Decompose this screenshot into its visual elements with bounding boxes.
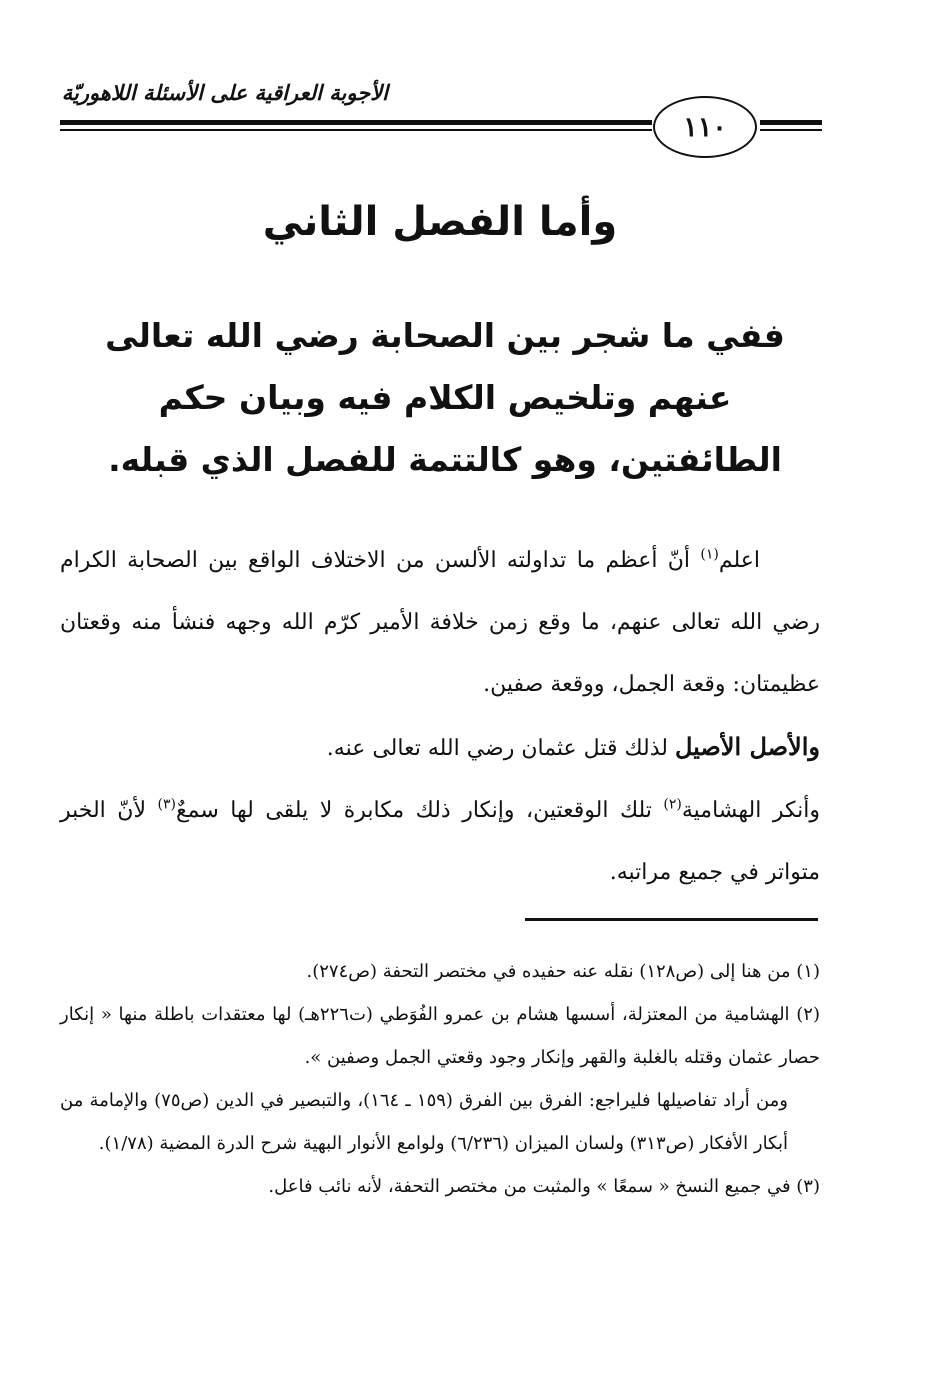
footnote-separator xyxy=(525,918,818,921)
body-text xyxy=(60,530,820,904)
header-rule-thin-right xyxy=(760,129,822,131)
paragraph-2-rest: لذلك قتل عثمان رضي الله تعالى عنه. xyxy=(326,736,675,761)
paragraph-3 xyxy=(60,780,820,904)
footnote-2: (٢) الهشامية من المعتزلة، أسسها هشام بن عمرو الفُوَطي (ت٢٢٦هـ) لها معتقدات باطلة منها « إنكار حصار عثمان وقتله بالغلبة والقهر وإنكار وجود وقعتي الجمل وصفين ». xyxy=(60,1004,820,1068)
section-subtitle: ففي ما شجر بين الصحابة رضي الله تعالى عنهم وتلخيص الكلام فيه وبيان حكم الطائفتين، وهو كالتتمة للفصل الذي قبله. xyxy=(105,316,785,479)
page-number-oval: ١١٠ xyxy=(653,96,757,158)
footnote-ref-3: (٣) xyxy=(157,796,176,813)
header-rule-thick-left xyxy=(60,120,652,125)
paragraph-2 xyxy=(60,716,820,780)
paragraph-3-mid: تلك الوقعتين، وإنكار ذلك مكابرة لا يلقى لها سمعٌ xyxy=(175,798,664,823)
footnote-2-continued: ومن أراد تفاصيلها فليراجع: الفرق بين الفرق (١٥٩ ـ ١٦٤)، والتبصير في الدين (ص٧٥) والإمامة من أبكار الأفكار (ص٣١٣) ولسان الميزان (٦/٢٣٦) ولوامع الأنوار البهية شرح الدرة المضية (١/٧٨). xyxy=(60,1090,788,1154)
header-rule-thick-right xyxy=(760,120,822,125)
footnote-ref-2: (٢) xyxy=(663,796,682,813)
header-rule-thin-left xyxy=(60,129,652,131)
footnote-ref-1: (١) xyxy=(700,546,719,563)
paragraph-3-end: لأنّ الخبر متواتر في جميع مراتبه. xyxy=(60,798,820,885)
footnote-3: (٣) في جميع النسخ « سمعًا » والمثبت من مختصر التحفة، لأنه نائب فاعل. xyxy=(268,1176,820,1197)
paragraph-1-start: اعلم xyxy=(718,548,760,573)
footnotes xyxy=(60,950,820,1208)
paragraph-1-rest: أنّ أعظم ما تداولته الألسن من الاختلاف الواقع بين الصحابة الكرام رضي الله تعالى عنهم، ما وقع زمن خلافة الأمير كرّم الله وجهه فنشأ منه وقعتان عظيمتان: وقعة الجمل، ووقعة صفين. xyxy=(60,548,820,697)
paragraph-2-lead: والأصل الأصيل xyxy=(674,732,820,761)
footnote-1: (١) من هنا إلى (ص١٢٨) نقله عنه حفيده في مختصر التحفة (ص٢٧٤). xyxy=(306,961,820,982)
paragraph-1 xyxy=(60,530,820,716)
running-header-book-title: الأجوبة العراقية على الأسئلة اللاهوريّة xyxy=(61,80,388,105)
paragraph-3-start: وأنكر الهشامية xyxy=(681,798,821,823)
section-title: وأما الفصل الثاني xyxy=(262,199,618,245)
